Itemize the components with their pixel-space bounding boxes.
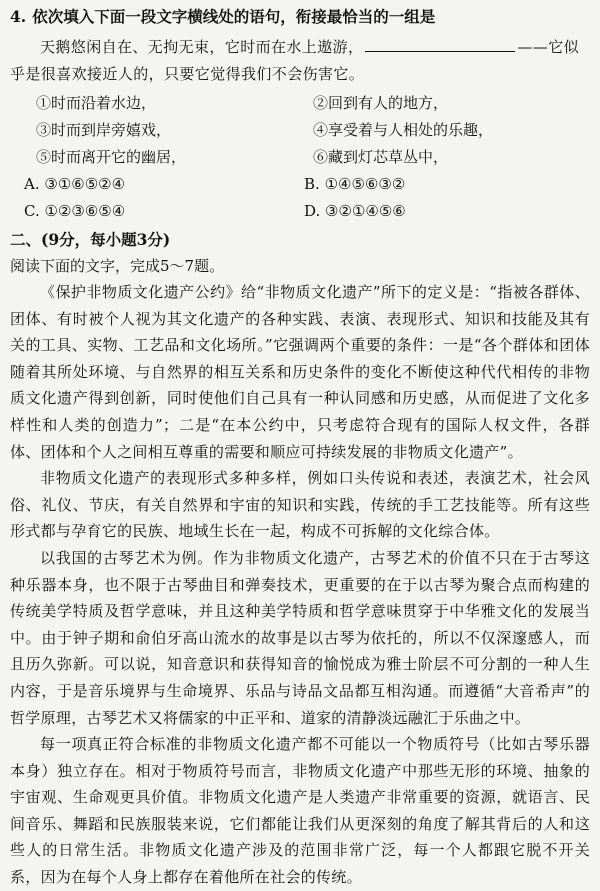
choice-b (304, 171, 584, 198)
choice-a (24, 171, 304, 198)
option-2: ②回到有人的地方， (313, 94, 449, 112)
passage-paragraph-2: 非物质文化遗产的表现形式多种多样，例如口头传说和表述，表演艺术，社会风俗、礼仪、节庆，有关自然界和宇宙的知识和实践，传统的手工艺技能等。所有这些形式都与孕育它的民族、地域生长在一起，构成不可拆解的文化综合体。 (10, 469, 590, 541)
option-1: ①时而沿着水边， (36, 94, 157, 112)
passage-paragraph-1: 《保护非物质文化遗产公约》给“非物质文化遗产”所下的定义是：“指被各群体、团体、有时被个人视为其文化遗产的各种实践、表演、表现形式、知识和技能及其有关的工具、实物、工艺品和文化场所。”它强调两个重要的条件：一是“各个群体和团体随着其所处环境、与自然界的相互关系和历史条件的变化不断使这种代代相传的非物质文化遗产得到创新，同时使他们自己具有一种认同感和历史感，从而促进了文化多样性和人类的创造力”；二是“在本公约中，只考虑符合现有的国际人权文件，各群体、团体和个人之间相互尊重的需要和顺应可持续发展的非物质文化遗产”。 (10, 283, 590, 461)
stem-before: 天鹅悠闲自在、无拘无束，它时而在水上遨游， (40, 38, 364, 56)
option-6: ⑥藏到灯芯草丛中， (313, 148, 449, 166)
choice-letter: C. (24, 202, 40, 220)
section-instruction: 阅读下面的文字，完成5～7题。 (10, 257, 225, 275)
answer-blank (365, 37, 515, 52)
choice-text: ③①⑥⑤②④ (44, 175, 126, 193)
option-3: ③时而到岸旁嬉戏， (36, 121, 172, 139)
choice-text: ①②③⑥⑤④ (44, 202, 126, 220)
passage-paragraph-3: 以我国的古琴艺术为例。作为非物质文化遗产，古琴艺术的价值不只在于古琴这种乐器本身，也不限于古琴曲目和弹奏技术，更重要的在于以古琴为聚合点而构建的传统美学特质及哲学意味，并且这种美学特质和哲学意味贯穿于中华雅文化的发展当中。由于钟子期和俞伯牙高山流水的故事是以古琴为依托的，所以不仅深邃感人，而且历久弥新。可以说，知音意识和获得知音的愉悦成为雅士阶层不可分割的一种人生内容，于是音乐境界与生命境界、乐品与诗品文品都互相沟通。而遵循“大音希声”的哲学原理，古琴艺术又将儒家的中正平和、道家的清静淡远融汇于乐曲之中。 (10, 548, 590, 727)
section-heading: 二、(9分，每小题3分) (10, 230, 171, 249)
passage-paragraph-4: 每一项真正符合标准的非物质文化遗产都不可能以一个物质符号（比如古琴乐器本身）独立存在。相对于物质符号而言，非物质文化遗产中那些无形的环境、抽象的宇宙观、生命观更具价值。非物质文化遗产是人类遗产非常重要的资源，就语言、民间音乐、舞蹈和民族服装来说，它们都能让我们从更深刻的角度了解其背后的人和这些人的日常生活。非物质文化遗产涉及的范围非常广泛，每一个人都跟它脱不开关系，因为在每个人身上都存在着他所在社会的传统。 (10, 735, 590, 887)
choice-letter: A. (24, 175, 40, 193)
option-4: ④享受着与人相处的乐趣， (313, 121, 494, 139)
answer-choices (10, 171, 590, 225)
question-stem (10, 34, 590, 88)
choice-c (24, 198, 304, 225)
choice-text: ③②①④⑤⑥ (325, 202, 406, 220)
sentence-options (10, 90, 590, 171)
choice-letter: D. (304, 202, 321, 220)
question-number: 4. (10, 7, 27, 26)
choice-d (304, 198, 584, 225)
option-5: ⑤时而离开它的幽居， (36, 148, 187, 166)
choice-text: ①④⑤⑥③② (324, 175, 406, 193)
choice-letter: B. (304, 175, 320, 193)
stem-after: ——它似乎是很喜欢接近人的，只要它觉得我们不会伤害它。 (10, 38, 580, 83)
question-4-title (10, 6, 590, 28)
question-text: 依次填入下面一段文字横线处的语句，衔接最恰当的一组是 (32, 7, 436, 26)
